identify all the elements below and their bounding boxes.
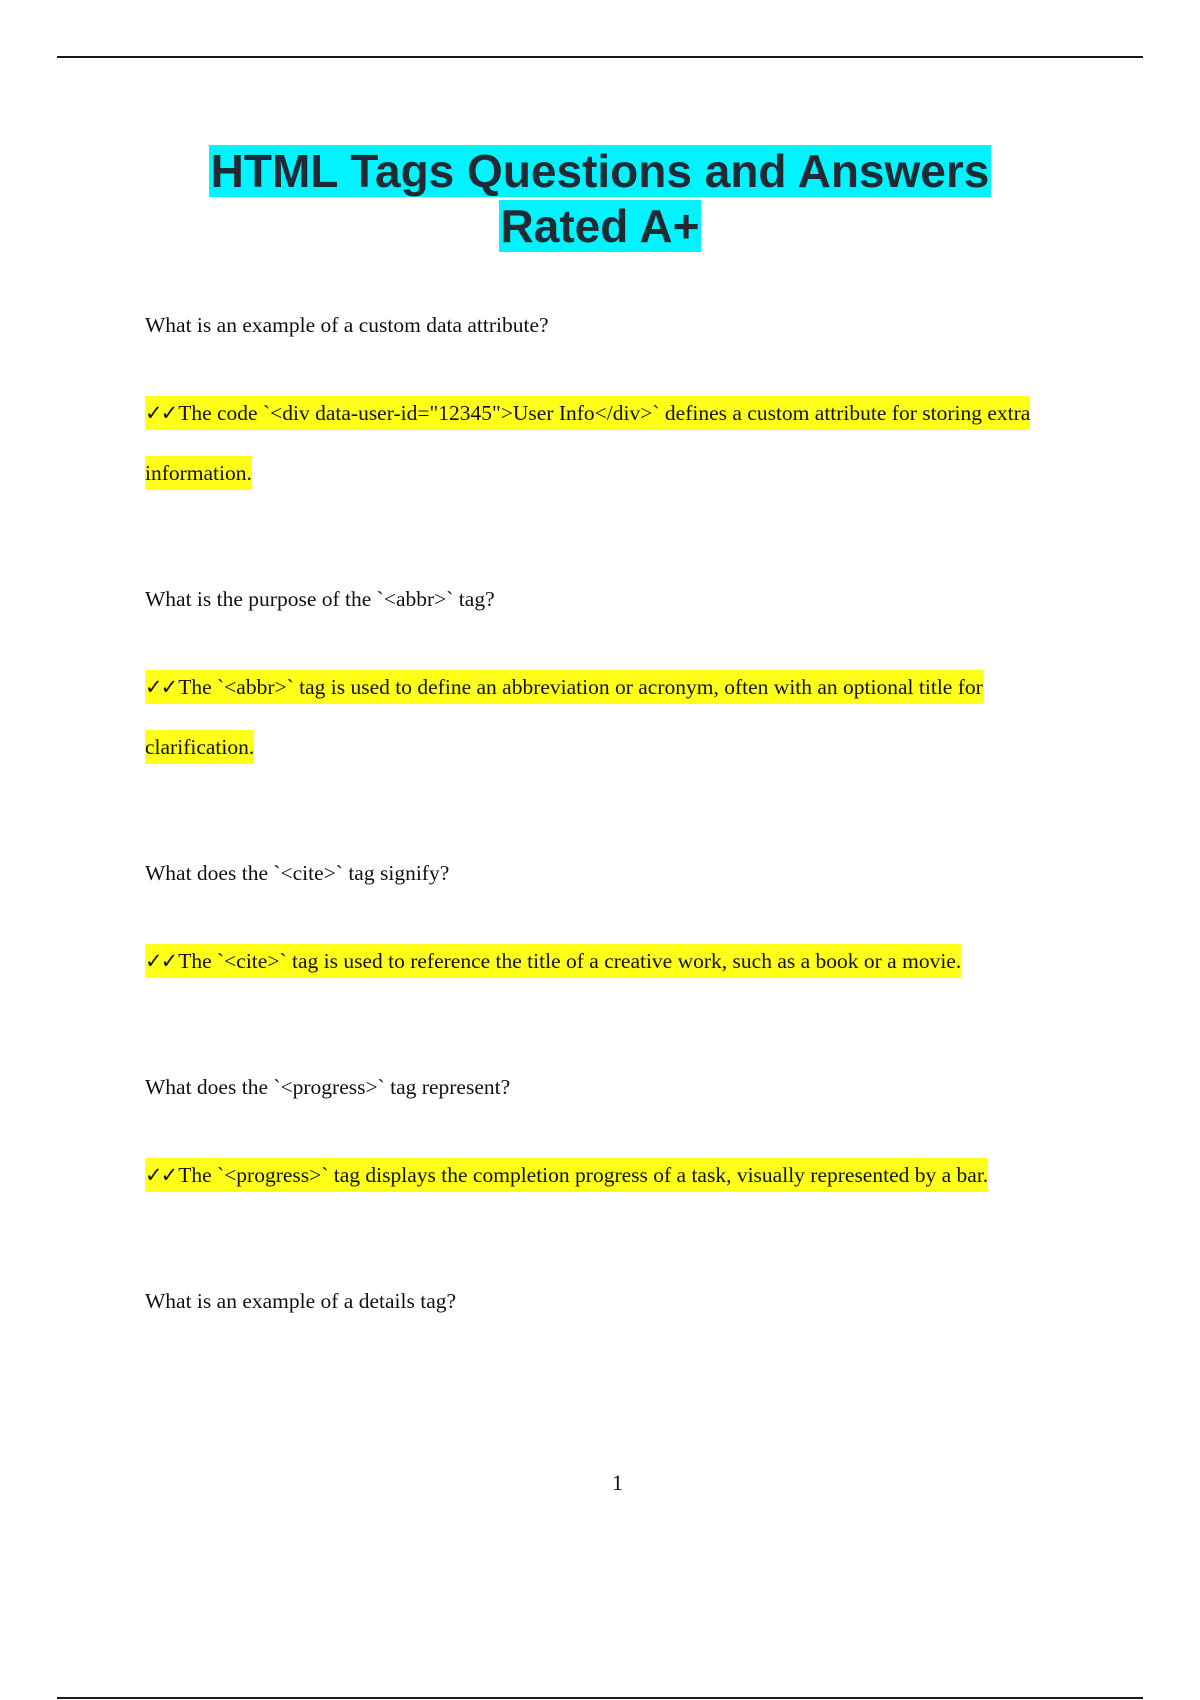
title-line-1: HTML Tags Questions and Answers <box>210 145 990 197</box>
answer-text: The `<cite>` tag is used to reference the title of a creative work, such as a book or a movie. <box>178 949 962 973</box>
answer-highlight <box>145 670 983 764</box>
question-text: What is an example of a details tag? <box>145 1289 457 1313</box>
checkmark-icon: ✓✓ <box>145 401 177 425</box>
top-rule <box>57 56 1143 58</box>
qa-item <box>145 1070 1070 1205</box>
page-number: 1 <box>612 1470 623 1495</box>
qa-list <box>145 308 1070 1359</box>
checkmark-icon: ✓✓ <box>145 1163 177 1187</box>
answer-text: The `<abbr>` tag is used to define an abbreviation or acronym, often with an optional title for clarification. <box>145 675 983 759</box>
qa-item <box>145 582 1070 777</box>
checkmark-icon: ✓✓ <box>145 675 177 699</box>
answer-block <box>145 383 1070 503</box>
bottom-rule <box>57 1697 1143 1699</box>
answer-text: The `<progress>` tag displays the completion progress of a task, visually represented by a bar. <box>178 1163 989 1187</box>
document-title <box>0 144 1200 254</box>
answer-highlight <box>145 944 961 978</box>
answer-block <box>145 1145 1070 1205</box>
qa-item <box>145 1284 1070 1318</box>
question-text: What is an example of a custom data attribute? <box>145 313 549 337</box>
question-text: What does the `<progress>` tag represent? <box>145 1075 511 1099</box>
qa-item <box>145 308 1070 503</box>
answer-block <box>145 657 1070 777</box>
answer-block <box>145 931 1070 991</box>
title-line-2: Rated A+ <box>500 200 700 252</box>
answer-highlight <box>145 396 1030 490</box>
answer-text: The code `<div data-user-id="12345">User Info</div>` defines a custom attribute for storing extra information. <box>145 401 1031 485</box>
answer-highlight <box>145 1158 988 1192</box>
qa-item <box>145 856 1070 991</box>
checkmark-icon: ✓✓ <box>145 949 177 973</box>
question-text: What is the purpose of the `<abbr>` tag? <box>145 587 495 611</box>
question-text: What does the `<cite>` tag signify? <box>145 861 450 885</box>
